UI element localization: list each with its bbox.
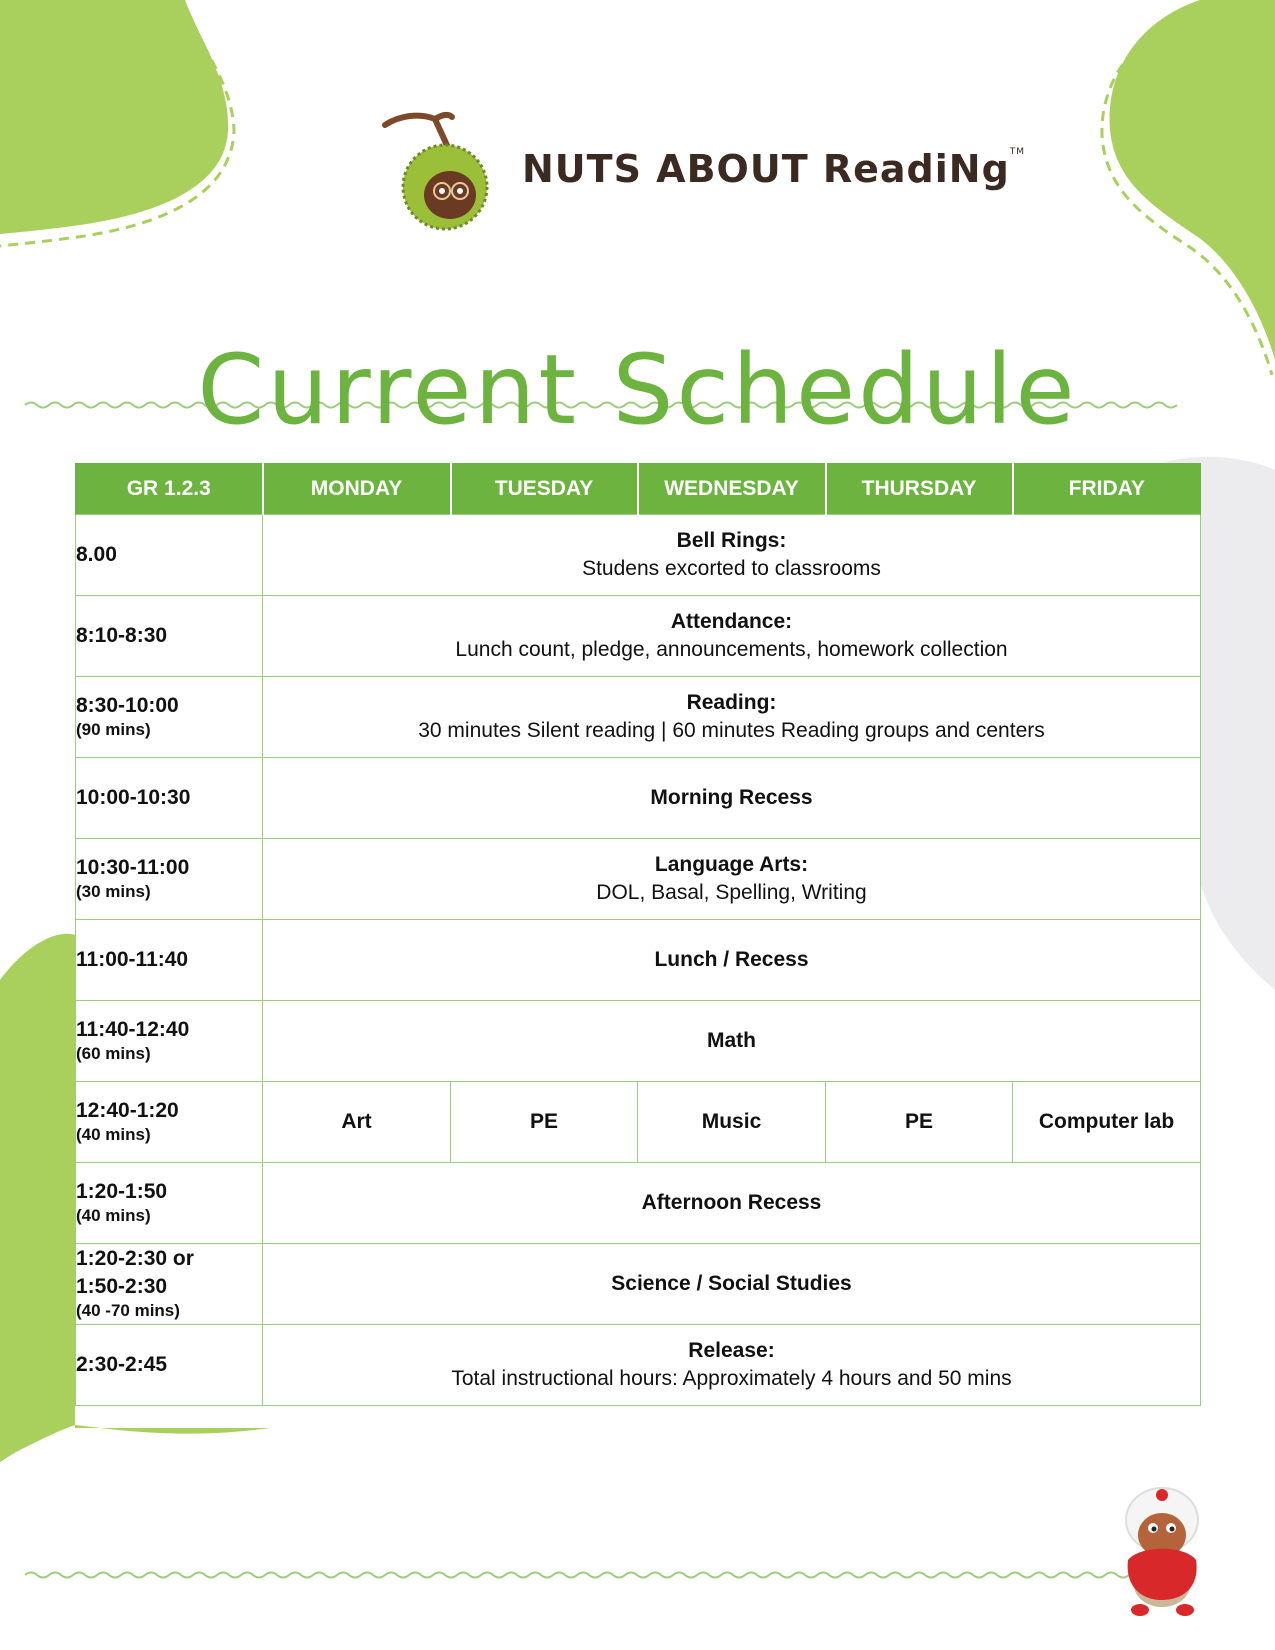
duration-label: (60 mins) [76,1044,151,1063]
activity-cell [263,839,1201,920]
activity-detail: 30 minutes Silent reading | 60 minutes Reading groups and centers [418,719,1045,742]
time-cell: 8:10-8:30 [76,596,263,677]
table-row [76,677,1201,758]
table-row [76,596,1201,677]
time-cell: 11:00-11:40 [76,920,263,1001]
activity-cell [263,1325,1201,1406]
activity-detail: Total instructional hours: Approximately 4 hours and 50 mins [451,1367,1012,1390]
activity-title: Lunch / Recess [654,948,809,971]
table-row [76,1082,1201,1163]
activity-detail: DOL, Basal, Spelling, Writing [596,881,867,904]
time-cell: 11:40-12:40 (60 mins) [76,1001,263,1082]
activity-title: Bell Rings: [676,529,787,552]
activity-title: Science / Social Studies [611,1272,852,1295]
duration-label: (40 mins) [76,1206,151,1225]
top-right-blob [1110,0,1275,360]
time-cell: 8.00 [76,515,263,596]
activity-cell [263,515,1201,596]
activity-cell [263,1001,1201,1082]
activity-title: Reading: [686,691,777,714]
activity-title: Release: [688,1339,775,1362]
table-row [76,515,1201,596]
time-cell: 10:00-10:30 [76,758,263,839]
activity-cell [263,1244,1201,1325]
duration-label: (40 mins) [76,1125,151,1144]
activity-title: Math [707,1029,756,1052]
activity-cell [263,596,1201,677]
special-tuesday: PE [451,1082,638,1163]
duration-label: (30 mins) [76,882,151,901]
table-header-row [76,463,1201,515]
table-row [76,758,1201,839]
table-row [76,839,1201,920]
header-tuesday: TUESDAY [451,463,638,515]
activity-cell [263,677,1201,758]
mascot-icon [1126,1488,1198,1616]
special-wednesday: Music [638,1082,826,1163]
bottom-left-blob [0,934,75,1462]
page-title: Current Schedule [197,334,1078,447]
brand-name: NUTS ABOUT ReadiNg™ [522,147,1026,191]
table-row [76,1325,1201,1406]
time-cell: 2:30-2:45 [76,1325,263,1406]
time-cell: 8:30-10:00 (90 mins) [76,677,263,758]
time-cell: 1:20-2:30 or 1:50-2:30 (40 -70 mins) [76,1244,263,1325]
table-row [76,920,1201,1001]
bottom-wavy-divider [25,1573,1129,1578]
schedule-table [75,463,1201,1406]
header-grade: GR 1.2.3 [76,463,263,515]
special-thursday: PE [826,1082,1013,1163]
header-monday: MONDAY [263,463,451,515]
activity-detail: Studens excorted to classrooms [582,557,881,580]
special-friday: Computer lab [1013,1082,1201,1163]
time-cell: 1:20-1:50 (40 mins) [76,1163,263,1244]
activity-cell [263,920,1201,1001]
chestnut-mascot-icon [380,105,530,235]
brand-logo [380,105,1026,235]
header-wednesday: WEDNESDAY [638,463,826,515]
header-friday: FRIDAY [1013,463,1201,515]
activity-cell [263,758,1201,839]
activity-title: Attendance: [670,610,793,633]
table-row [76,1001,1201,1082]
special-monday: Art [263,1082,451,1163]
duration-label: (40 -70 mins) [76,1301,180,1320]
activity-title: Language Arts: [654,853,809,876]
duration-label: (90 mins) [76,720,151,739]
activity-title: Afternoon Recess [641,1191,822,1214]
table-row [76,1244,1201,1325]
header-thursday: THURSDAY [826,463,1013,515]
activity-cell [263,1163,1201,1244]
time-cell: 12:40-1:20 (40 mins) [76,1082,263,1163]
activity-title: Morning Recess [650,786,813,809]
activity-detail: Lunch count, pledge, announcements, homework collection [455,638,1008,661]
table-row [76,1163,1201,1244]
time-cell: 10:30-11:00 (30 mins) [76,839,263,920]
